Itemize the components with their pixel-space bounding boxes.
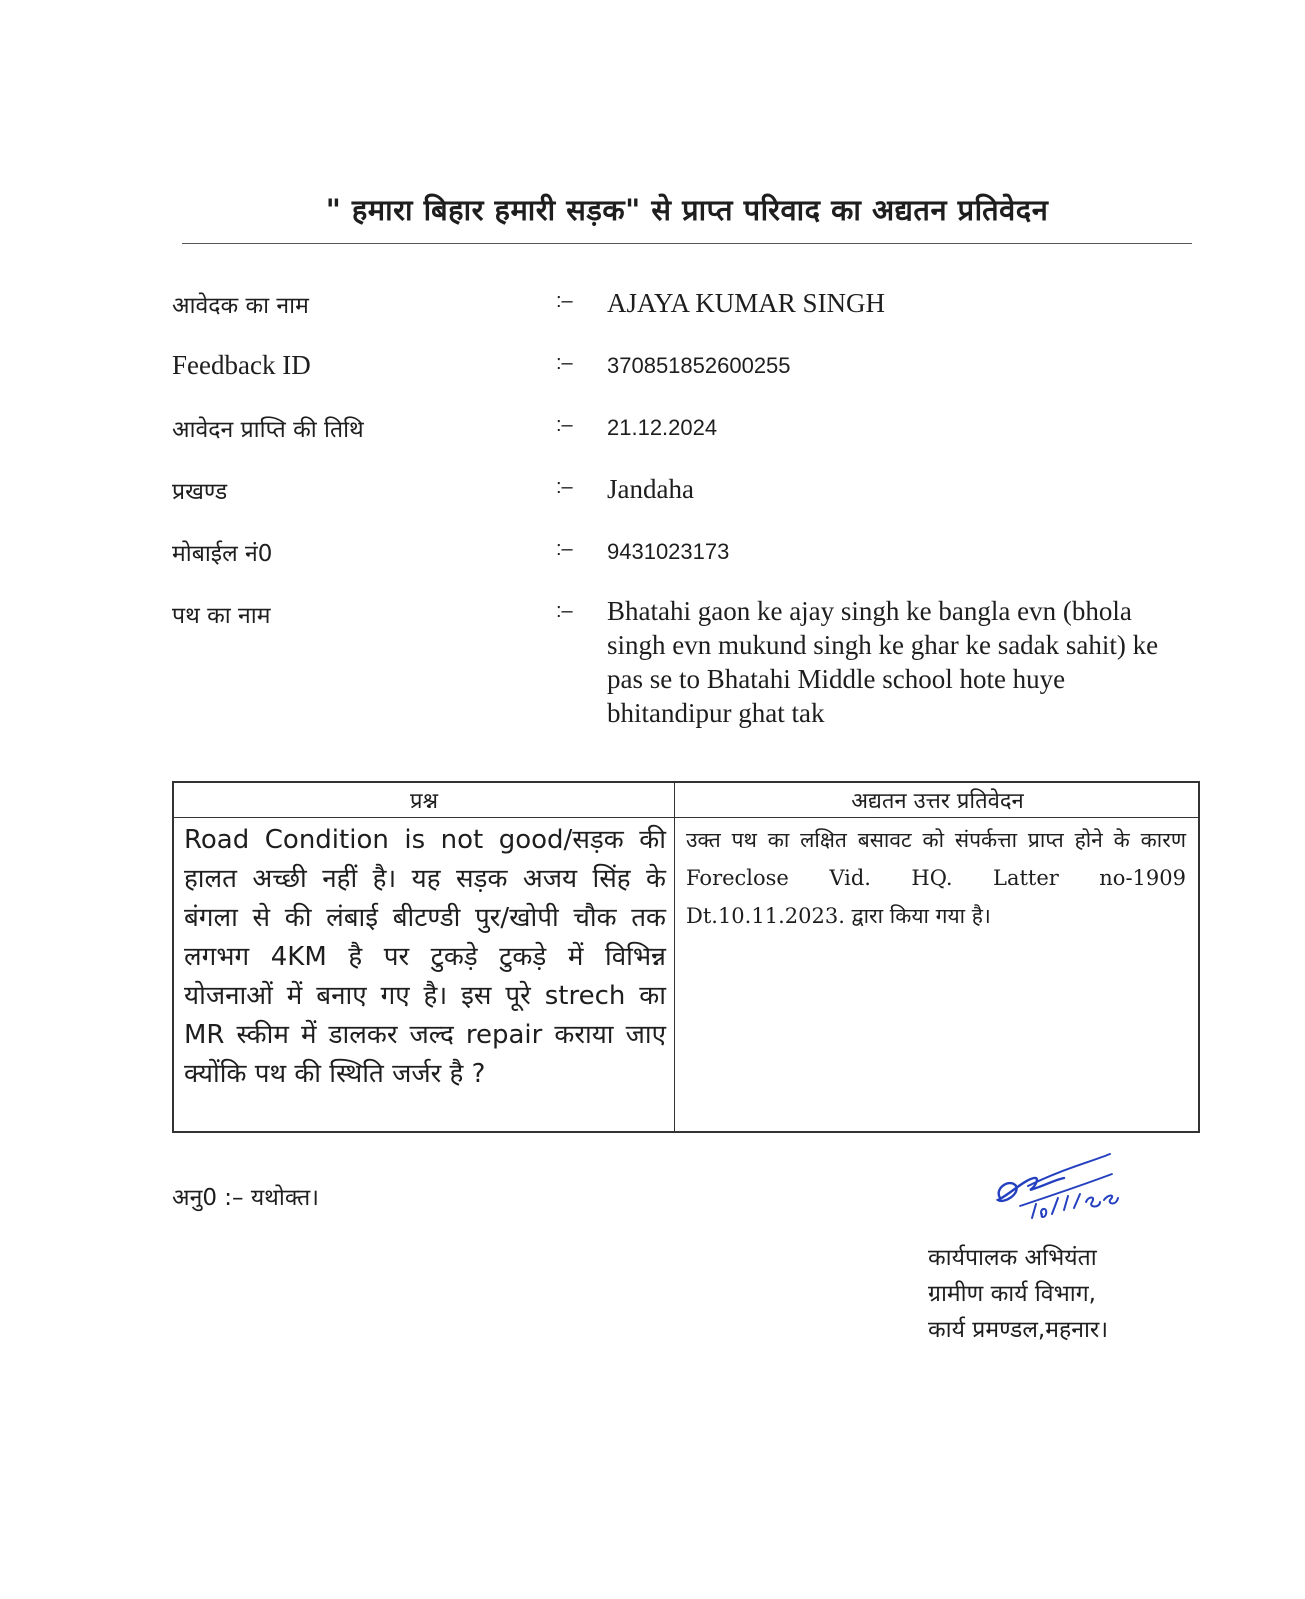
mobile-value: 9431023173: [607, 539, 730, 564]
report-title: " हमारा बिहार हमारी सड़क" से प्राप्त परिवाद का अद्यतन प्रतिवेदन: [325, 193, 1049, 227]
road-name-label: पथ का नाम: [172, 603, 271, 629]
block-value: Jandaha: [607, 474, 694, 504]
field-block: [172, 474, 1192, 514]
separator: :–: [556, 538, 573, 560]
title-underline: [182, 243, 1192, 244]
separator: :–: [556, 476, 573, 498]
receipt-date-label: आवेदन प्राप्ति की तिथि: [172, 417, 364, 443]
enclosure-note: अनु0 :– यथोक्त।: [172, 1185, 319, 1211]
field-road-name: [172, 598, 1192, 738]
signatory-block: [928, 1240, 1108, 1348]
road-name-value: Bhatahi gaon ke ajay singh ke bangla evn (bhola singh evn mukund singh ke ghar ke sadak sahit) ke pas se to Bhatahi Middle school hote huye bhitandipur ghat tak: [607, 596, 1159, 728]
block-label: प्रखण्ड: [172, 479, 228, 505]
signatory-department: ग्रामीण कार्य विभाग,: [928, 1281, 1096, 1307]
receipt-date-value: 21.12.2024: [607, 415, 718, 440]
signatory-division: कार्य प्रमण्डल,महनार।: [928, 1317, 1109, 1343]
applicant-label: आवेदक का नाम: [172, 293, 309, 319]
separator: :–: [556, 414, 573, 436]
feedback-id-label: Feedback ID: [172, 350, 311, 380]
mobile-label: मोबाईल नं0: [172, 541, 273, 567]
field-receipt-date: [172, 412, 1192, 452]
field-feedback-id: [172, 350, 1192, 390]
field-applicant: [172, 288, 1192, 328]
separator: :–: [556, 600, 573, 622]
answer-header: अद्यतन उत्तर प्रतिवेदन: [851, 789, 1024, 814]
feedback-id-value: 370851852600255: [607, 353, 791, 378]
separator: :–: [556, 352, 573, 374]
handwritten-signature: [990, 1150, 1140, 1235]
header-rule: [174, 817, 1198, 818]
question-cell: Road Condition is not good/सड़क की हालत अच्छी नहीं है। यह सड़क अजय सिंह के बंगला से की लंबाई बीटण्डी पुर/खोपी चौक तक लगभग 4KM है पर टुकड़े टुकड़े में विभिन्न योजनाओं में बनाए गए है। इस पूरे strech का MR स्कीम में डालकर जल्द repair कराया जाए क्योंकि पथ की स्थिति जर्जर है ?: [184, 825, 666, 1089]
question-header: प्रश्न: [409, 789, 439, 814]
qa-table: [172, 781, 1200, 1133]
field-mobile: [172, 536, 1192, 576]
applicant-value: AJAYA KUMAR SINGH: [607, 288, 886, 318]
separator: :–: [556, 290, 573, 312]
answer-cell: उक्त पथ का लक्षित बसावट को संपर्कत्ता प्राप्त होने के कारण Foreclose Vid. HQ. Latter no-1909 Dt.10.11.2023. द्वारा किया गया है।: [686, 828, 1186, 928]
signatory-designation: कार्यपालक अभियंता: [928, 1245, 1097, 1271]
column-divider: [674, 783, 675, 1131]
